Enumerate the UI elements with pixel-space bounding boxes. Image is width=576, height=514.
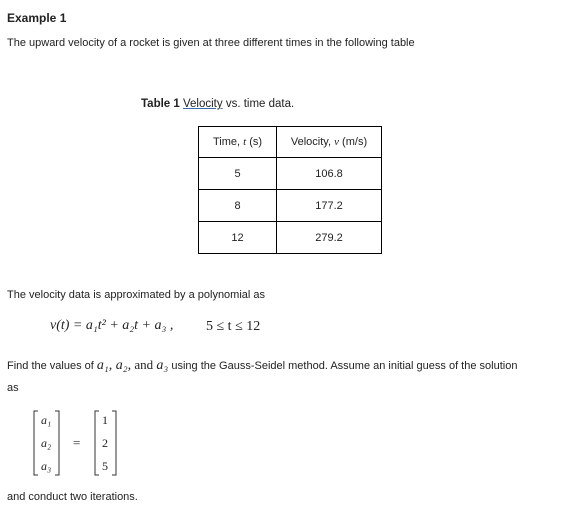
intro-paragraph: The upward velocity of a rocket is given at three different times in the following table xyxy=(7,37,415,49)
table-caption-link[interactable]: Velocity xyxy=(182,98,223,110)
example-heading: Example 1 xyxy=(7,11,67,25)
var-a1: a₁, xyxy=(96,358,113,373)
polynomial-equation xyxy=(50,318,173,334)
table-row xyxy=(199,190,382,222)
velocity-time-table xyxy=(198,126,382,254)
table-header-row xyxy=(199,127,382,158)
left-bracket xyxy=(95,411,99,475)
initial-guess-matrix xyxy=(32,409,127,477)
guess-value: 2 xyxy=(102,436,108,450)
equation-term1: a₁t² + xyxy=(85,318,123,333)
time-cell: 8 xyxy=(199,190,277,222)
var-a2: a₂, xyxy=(112,358,132,373)
table-caption xyxy=(141,98,294,110)
table-caption-number: Table 1 xyxy=(141,98,180,110)
guess-value: 1 xyxy=(102,413,108,427)
time-cell: 12 xyxy=(199,222,277,254)
equation-lhs: v(t) = xyxy=(50,318,86,333)
vector-entry: a₂ xyxy=(41,436,52,450)
var-a3: a₃ xyxy=(156,358,169,373)
vector-entry: a₁ xyxy=(41,413,52,427)
equation-range: 5 ≤ t ≤ 12 xyxy=(206,319,261,334)
vector-entry: a₃ xyxy=(41,459,52,473)
as-text: as xyxy=(7,382,19,394)
equation-term2: a₂t + xyxy=(122,318,155,333)
velocity-cell: 177.2 xyxy=(277,190,382,222)
left-bracket xyxy=(34,411,38,475)
guess-value: 5 xyxy=(102,459,108,473)
velocity-cell: 279.2 xyxy=(277,222,382,254)
time-cell: 5 xyxy=(199,158,277,190)
equals-sign: = xyxy=(73,435,81,450)
table-row xyxy=(199,158,382,190)
right-bracket xyxy=(55,411,59,475)
header-velocity: Velocity, v (m/s) xyxy=(277,127,382,158)
velocity-cell: 106.8 xyxy=(277,158,382,190)
find-paragraph: Find the values of a₁, a₂, and a₃ using the Gauss-Seidel method. Assume an initial guess of the solution xyxy=(7,357,518,373)
approximation-text: The velocity data is approximated by a polynomial as xyxy=(7,289,266,301)
table-row xyxy=(199,222,382,254)
closing-text: and conduct two iterations. xyxy=(7,491,138,503)
table-caption-suffix: vs. time data. xyxy=(222,98,295,110)
right-bracket xyxy=(112,411,116,475)
equation-term3: a₃ , xyxy=(154,318,174,333)
header-time: Time, t (s) xyxy=(199,127,277,158)
